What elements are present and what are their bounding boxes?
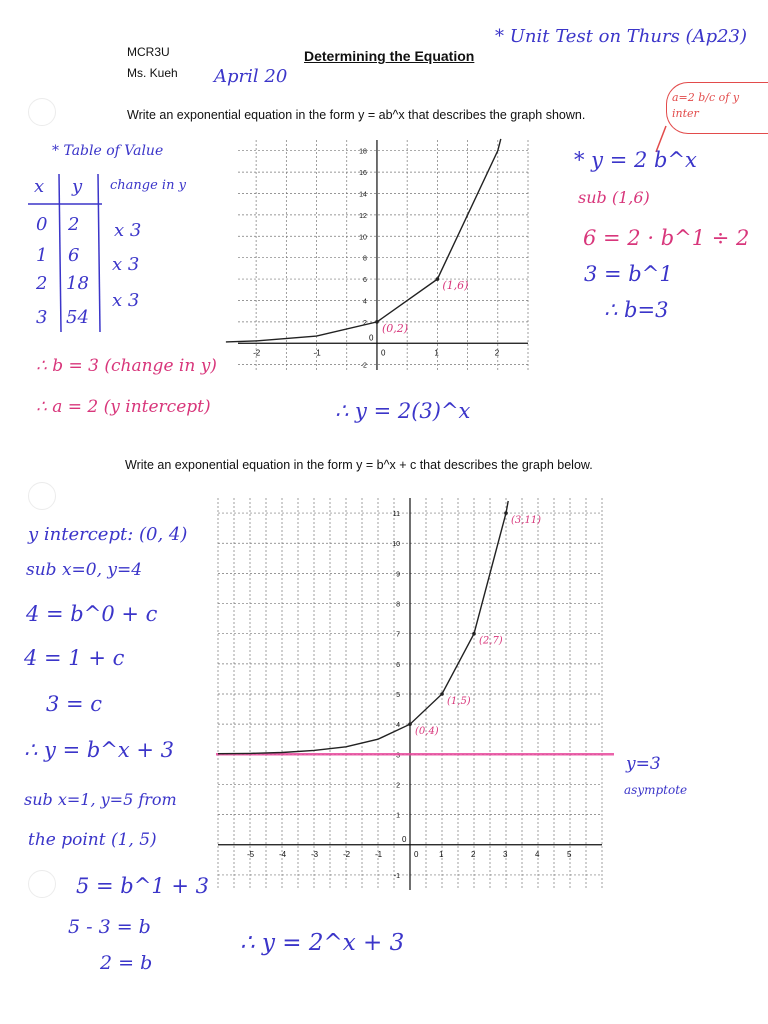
conclusion-b: ∴ b = 3 (change in y) — [36, 356, 217, 376]
data-point — [436, 277, 440, 281]
question-1-prompt: Write an exponential equation in the form y = ab^x that describes the graph shown. — [127, 108, 586, 122]
q1-work-line: ∴ b=3 — [604, 298, 669, 322]
x-tick-label: -4 — [279, 849, 287, 859]
y-tick-label: 8 — [363, 255, 367, 263]
q2-work-line: sub x=1, y=5 from — [24, 790, 177, 809]
y-tick-label: 0 — [402, 834, 407, 844]
q2-work-line: ∴ y = b^x + 3 — [24, 738, 175, 762]
data-point — [440, 692, 444, 696]
table-change: x 3 — [112, 254, 140, 275]
table-cell-y: 6 — [68, 245, 80, 266]
graph-2 — [218, 498, 618, 898]
q2-work-line: 4 = 1 + c — [24, 646, 125, 670]
y-tick-label: 6 — [396, 661, 400, 669]
table-header-y: y — [72, 176, 83, 197]
y-tick-label: 10 — [359, 234, 367, 242]
q2-work-line: 2 = b — [100, 952, 153, 974]
table-cell-y: 18 — [66, 273, 89, 294]
x-tick-label: 0 — [380, 348, 386, 358]
q2-work-line: sub x=0, y=4 — [26, 560, 143, 580]
x-tick-label: -2 — [253, 348, 261, 358]
x-tick-label: 5 — [567, 849, 572, 859]
y-tick-label: 6 — [363, 277, 367, 285]
y-tick-label: 9 — [396, 571, 400, 579]
table-cell-x: 2 — [36, 273, 48, 294]
data-point — [472, 632, 476, 636]
point-label: (1,6) — [442, 279, 469, 293]
punch-hole — [28, 98, 56, 126]
asymptote-label: y=3 — [626, 754, 661, 774]
data-point — [504, 511, 508, 515]
table-cell-y: 54 — [66, 307, 89, 328]
y-tick-label: 8 — [396, 601, 400, 609]
q1-work-line: sub (1,6) — [578, 188, 650, 207]
q1-final-equation-text: ∴ y = 2(3)^x — [335, 399, 471, 423]
y-tick-label: 10 — [392, 541, 400, 549]
punch-hole — [28, 482, 56, 510]
table-header-change: change in y — [110, 178, 186, 193]
teacher-name: Ms. Kueh — [127, 66, 178, 80]
y-tick-label: 2 — [363, 319, 367, 327]
point-label: (3,11) — [511, 515, 542, 527]
y-tick-label: 7 — [396, 631, 400, 639]
q2-final-equation: ∴ y = 2^x + 3 — [240, 930, 405, 956]
exponential-curve — [218, 501, 508, 754]
point-label: (1,5) — [447, 696, 471, 707]
punch-hole — [28, 870, 56, 898]
x-tick-label: 1 — [434, 348, 439, 358]
graph-1 — [238, 140, 538, 380]
table-cell-x: 1 — [36, 245, 48, 266]
table-cell-x: 3 — [36, 307, 48, 328]
x-tick-label: -1 — [375, 849, 383, 859]
table-cell-x: 0 — [36, 214, 48, 235]
x-tick-label: -3 — [311, 849, 319, 859]
y-tick-label: 4 — [396, 722, 400, 730]
y-tick-label: 2 — [396, 782, 400, 790]
x-tick-label: 1 — [439, 849, 444, 859]
course-code: MCR3U — [127, 45, 170, 59]
y-tick-label: 14 — [359, 191, 367, 199]
asymptote-word: asymptote — [624, 783, 688, 797]
y-tick-label: 12 — [359, 212, 367, 220]
q1-work-line: * y = 2 b^x — [574, 148, 697, 172]
y-tick-label: 3 — [396, 752, 400, 760]
x-tick-label: 2 — [471, 849, 476, 859]
page-title: Determining the Equation — [304, 48, 475, 64]
x-tick-label: -5 — [247, 849, 255, 859]
y-tick-label: 0 — [368, 333, 374, 343]
data-point — [375, 320, 379, 324]
data-point — [408, 722, 412, 726]
x-tick-label: 0 — [414, 849, 419, 859]
table-change: x 3 — [112, 290, 140, 311]
q1-final-equation — [335, 399, 470, 423]
q1-work-line: 6 = 2 · b^1 ÷ 2 — [583, 226, 750, 250]
point-label: (0,4) — [415, 726, 439, 738]
point-label: (0,2) — [381, 321, 409, 335]
point-label: (2,7) — [479, 635, 503, 647]
q1-work-line: 3 = b^1 — [584, 262, 673, 286]
table-header-x: x — [34, 176, 45, 197]
q2-work-line: 4 = b^0 + c — [26, 602, 158, 626]
x-tick-label: -1 — [313, 348, 321, 358]
question-2-prompt: Write an exponential equation in the form y = b^x + c that describes the graph below. — [125, 458, 593, 472]
q2-work-line: the point (1, 5) — [28, 830, 157, 850]
side-note: a=2 b/c of y inter — [672, 91, 740, 120]
y-tick-label: 1 — [396, 812, 400, 820]
x-tick-label: 2 — [494, 348, 500, 358]
x-tick-label: -2 — [343, 849, 351, 859]
table-title: * Table of Value — [52, 143, 164, 159]
y-tick-label: 18 — [359, 148, 367, 156]
q2-work-line: y intercept: (0, 4) — [28, 524, 188, 545]
y-tick-label: 5 — [396, 692, 400, 699]
y-tick-label: -2 — [360, 362, 367, 370]
conclusion-a: ∴ a = 2 (y intercept) — [36, 397, 211, 417]
date-note: April 20 — [214, 66, 288, 87]
x-tick-label: 4 — [535, 849, 540, 859]
y-tick-label: 11 — [392, 511, 400, 519]
q2-work-line: 3 = c — [46, 692, 103, 716]
y-tick-label: 16 — [359, 170, 367, 178]
q2-work-line: 5 = b^1 + 3 — [76, 874, 210, 898]
y-tick-label: 4 — [363, 298, 367, 306]
table-cell-y: 2 — [68, 214, 80, 235]
x-tick-label: 3 — [503, 849, 508, 859]
unit-test-note: * Unit Test on Thurs (Ap23) — [495, 26, 748, 47]
table-change: x 3 — [114, 220, 142, 241]
q2-work-line: 5 - 3 = b — [68, 916, 151, 938]
y-tick-label: -1 — [393, 872, 400, 880]
